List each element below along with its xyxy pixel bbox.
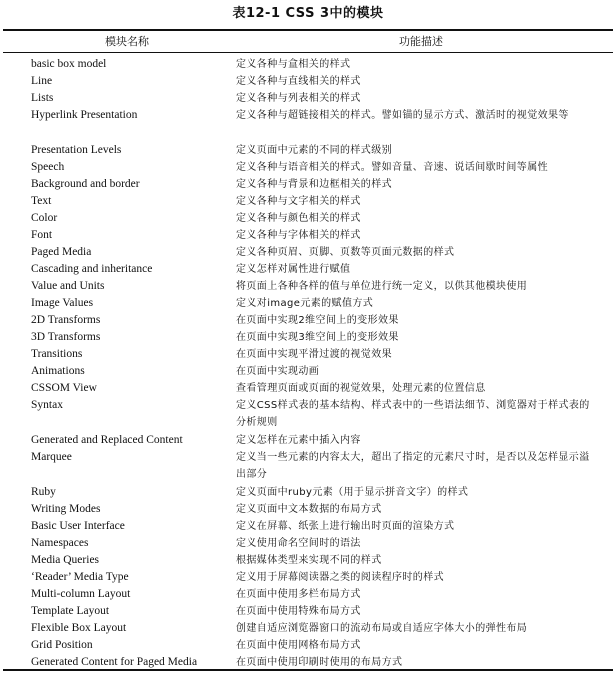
module-description: 在页面中实现动画	[236, 366, 320, 377]
table-row	[0, 142, 616, 159]
module-description: 定义各种页眉、页脚、页数等页面元数据的样式	[236, 247, 455, 258]
table-row	[0, 603, 616, 620]
module-description: 将页面上各种各样的值与单位进行统一定义，以供其他模块使用	[236, 281, 528, 292]
module-description: 定义页面中文本数据的布局方式	[236, 504, 382, 515]
module-name: Value and Units	[31, 280, 105, 292]
module-name: Multi-column Layout	[31, 588, 131, 600]
module-name: Presentation Levels	[31, 144, 122, 156]
module-name: Hyperlink Presentation	[31, 109, 138, 121]
module-description: 在页面中使用网格布局方式	[236, 640, 361, 651]
module-description: 在页面中实现平滑过渡的视觉效果	[236, 349, 392, 360]
module-description: 在页面中实现3维空间上的变形效果	[236, 332, 399, 343]
table-row	[0, 73, 616, 90]
module-name: Basic User Interface	[31, 520, 125, 532]
module-description: 定义各种与盒相关的样式	[236, 59, 351, 70]
table-row	[0, 176, 616, 193]
table-row	[0, 312, 616, 329]
table-row	[0, 295, 616, 312]
module-description: 定义用于屏幕阅读器之类的阅读程序时的样式	[236, 572, 444, 583]
module-name: basic box model	[31, 58, 107, 70]
table-row	[0, 449, 616, 484]
module-name: Writing Modes	[31, 503, 101, 515]
module-description: 定义在屏幕、纸张上进行输出时页面的渲染方式	[236, 521, 455, 532]
table-row	[0, 620, 616, 637]
table-row	[0, 569, 616, 586]
module-name: Generated and Replaced Content	[31, 434, 183, 446]
table-row	[0, 346, 616, 363]
module-name: Speech	[31, 161, 65, 173]
table-row	[0, 518, 616, 535]
module-name: Cascading and inheritance	[31, 263, 153, 275]
table-row	[0, 261, 616, 278]
table-caption: 表12-1 CSS 3中的模块	[232, 6, 384, 21]
module-name: Line	[31, 75, 53, 87]
table-row	[0, 278, 616, 295]
module-description: 定义怎样在元素中插入内容	[236, 435, 361, 446]
module-description: 定义使用命名空间时的语法	[236, 538, 361, 549]
table-header	[0, 31, 616, 52]
module-name: Text	[31, 195, 52, 207]
table-row	[0, 90, 616, 107]
module-description: 定义对image元素的赋值方式	[236, 298, 374, 309]
table-row	[0, 56, 616, 73]
module-description: 定义各种与超链接相关的样式。譬如锚的显示方式、激活时的视觉效果等	[236, 110, 569, 121]
table-row	[0, 210, 616, 227]
module-name: Flexible Box Layout	[31, 622, 127, 634]
module-description: 定义页面中ruby元素（用于显示拼音文字）的样式	[236, 487, 469, 498]
bottom-rule	[3, 669, 613, 671]
module-description: 创建自适应浏览器窗口的流动布局或自适应字体大小的弹性布局	[236, 623, 528, 634]
module-name: Animations	[31, 365, 85, 377]
module-description: 定义各种与文字相关的样式	[236, 196, 361, 207]
module-description: 定义怎样对属性进行赋值	[236, 264, 351, 275]
module-description: 定义页面中元素的不同的样式级别	[236, 145, 392, 156]
module-description: 定义各种与背景和边框相关的样式	[236, 179, 392, 190]
module-name: CSSOM View	[31, 382, 97, 394]
module-description: 查看管理页面或页面的视觉效果，处理元素的位置信息	[236, 383, 486, 394]
module-name: Syntax	[31, 399, 63, 411]
table-row	[0, 159, 616, 176]
module-description: 根据媒体类型来实现不同的样式	[236, 555, 382, 566]
table-row	[0, 244, 616, 261]
module-description: 定义CSS样式表的基本结构、样式表中的一些语法细节、浏览器对于样式表的分析规则	[236, 400, 590, 428]
table-row	[0, 637, 616, 654]
header-module-name: 模块名称	[105, 35, 149, 48]
table-row	[0, 535, 616, 552]
module-description: 定义各种与语音相关的样式。譬如音量、音速、说话间歇时间等属性	[236, 162, 548, 173]
module-name: Image Values	[31, 297, 94, 309]
module-description: 定义各种与列表相关的样式	[236, 93, 361, 104]
module-name: Media Queries	[31, 554, 100, 566]
table-body	[0, 56, 616, 671]
header-rule	[3, 52, 613, 53]
module-description: 定义各种与颜色相关的样式	[236, 213, 361, 224]
module-name: Font	[31, 229, 53, 241]
module-description: 在页面中使用多栏布局方式	[236, 589, 361, 600]
module-name: Ruby	[31, 486, 56, 498]
module-description: 定义各种与字体相关的样式	[236, 230, 361, 241]
module-name: Namespaces	[31, 537, 89, 549]
table-row	[0, 552, 616, 569]
module-name: Paged Media	[31, 246, 92, 258]
module-name: 2D Transforms	[31, 314, 101, 326]
table-row	[0, 484, 616, 501]
module-description: 定义各种与直线相关的样式	[236, 76, 361, 87]
module-name: Color	[31, 212, 58, 224]
module-description: 在页面中使用特殊布局方式	[236, 606, 361, 617]
module-name: Grid Position	[31, 639, 93, 651]
module-name: Background and border	[31, 178, 140, 190]
module-name: Transitions	[31, 348, 83, 360]
module-description: 定义当一些元素的内容太大，超出了指定的元素尺寸时，是否以及怎样显示溢出部分	[236, 452, 590, 480]
module-description: 在页面中实现2维空间上的变形效果	[236, 315, 399, 326]
module-description: 在页面中使用印刷时使用的布局方式	[236, 657, 403, 668]
table-row	[0, 363, 616, 380]
module-name: 3D Transforms	[31, 331, 101, 343]
module-name: ‘Reader’ Media Type	[31, 571, 129, 583]
table-row	[0, 329, 616, 346]
table-row	[0, 193, 616, 210]
module-name: Marquee	[31, 451, 72, 463]
module-name: Template Layout	[31, 605, 110, 617]
table-row	[0, 227, 616, 244]
module-name: Generated Content for Paged Media	[31, 656, 198, 668]
table-row	[0, 107, 616, 142]
table-row	[0, 501, 616, 518]
header-description: 功能描述	[399, 35, 443, 48]
table-row	[0, 397, 616, 432]
module-name: Lists	[31, 92, 54, 104]
table-row	[0, 380, 616, 397]
table-row	[0, 432, 616, 449]
table-row	[0, 586, 616, 603]
